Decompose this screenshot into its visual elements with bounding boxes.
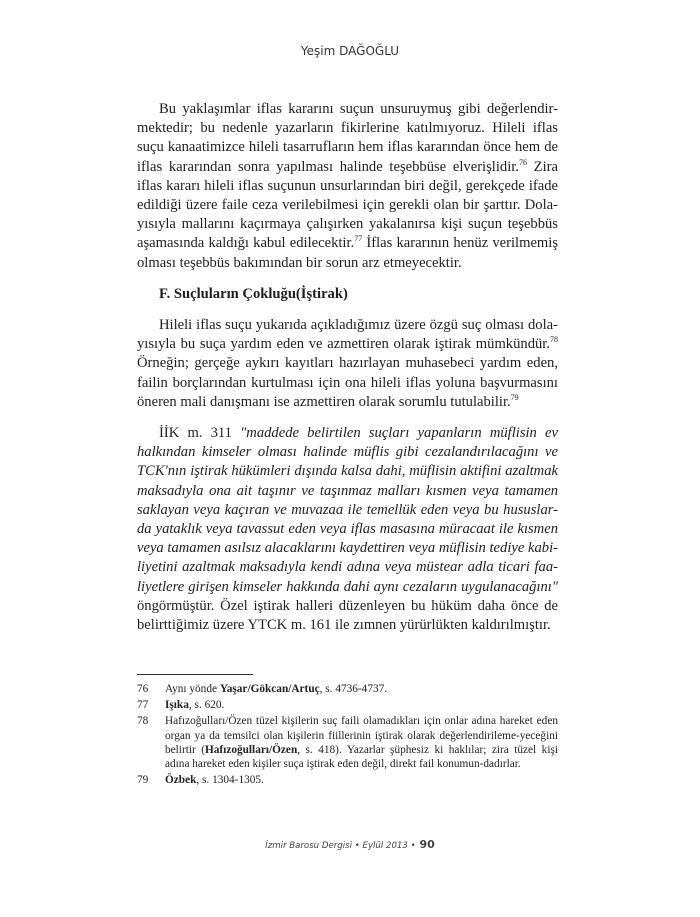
- paragraph-text: Bu yaklaşımlar iflas kararını suçun unsuruymuş gibi değerlendir-mektedir; bu nedenle yazarların fikirlerine katılmıyoruz. Hileli iflas suçu kanaatimizce hileli tasarrufların hem iflas kararından önce hem de iflas kararından sonra yapılması halinde teşebbüse elverişlidir.: [137, 101, 558, 175]
- paragraph-text: İflas kararının henüz verilmemiş olması teşebbüs bakımından bir sorun arz etmeyecektir.: [137, 235, 559, 271]
- footnote-ref-78[interactable]: 78: [550, 335, 558, 345]
- footnote-76: [137, 682, 558, 696]
- footnote-ref-76[interactable]: 76: [518, 157, 527, 167]
- footnote-text: Işıka, s. 620.: [165, 699, 225, 712]
- footnote-separator: [137, 674, 253, 675]
- footnote-78: [137, 714, 558, 771]
- paragraph-text: Örneğin; gerçeğe aykırı kayıtları hazırlayan muhasebeci yardım eden, failin borçlarından kurtulması için ona hileli iflas yoluna başvurmasını öneren mali danışmanı ise azmettiren olarak sorumlu tutulabilir.: [137, 355, 558, 410]
- section-heading: F. Suçluların Çokluğu(İştirak): [159, 285, 348, 302]
- paragraph-2: [137, 316, 558, 412]
- paragraph-text: İİK m. 311: [159, 425, 241, 442]
- footnote-text: Özbek, s. 1304-1305.: [165, 774, 264, 787]
- footnote-77: [137, 698, 558, 712]
- page-number: 90: [415, 838, 435, 851]
- main-text: [137, 100, 558, 647]
- footnote-79: [137, 773, 558, 787]
- running-header: Yeşim DAĞOĞLU: [300, 44, 400, 58]
- paragraph-text: Zira iflas kararı hileli iflas suçunun unsurlarından biri değil, gerekçede ifade edildiği üzere faile ceza verilebilmesi için gerekli olan bir şarttır. Dola-yısıyla mallarını kaçırmaya çalışırken yakalanırsa kişi suçun teşebbüs aşamasında kaldığı kabul edilecektir.: [137, 158, 558, 252]
- journal-name: İzmir Barosu Dergisi • Eylül 2013 •: [265, 841, 416, 851]
- footnote-number: 76: [137, 683, 149, 695]
- statute-quote: "maddede belirtilen suçları yapanların müflisin ev halkından kimseler olması halinde müflis gibi cezalandırılacağını ve TCK'nın iştirak hükümleri dışında kalsa dahi, müflisin aktifini azaltmak maksadıyla ona ait taşınır ve taşınmaz malları kısmen veya tamamen saklayan veya kaçıran ve muvazaa ile temellük eden veya bu hususlar-da yataklık veya tavassut eden veya iflas masasına müracaat ile kısmen veya tamamen asılsız alacaklarını kaydettiren veya müflisin tediye kabi-liyetini azaltmak maksadıyla kendi adına veya müstear adla ticari faa-liyetlere girişen kimseler hakkında dahi aynı cezaların uygulanacağını": [137, 425, 558, 595]
- paragraph-1: [137, 100, 558, 273]
- footnote-number: 77: [137, 699, 149, 712]
- paragraph-3: [137, 424, 558, 635]
- footnote-text: Aynı yönde Yaşar/Gökcan/Artuç, s. 4736-4737.: [165, 683, 388, 695]
- footnotes: [137, 682, 558, 789]
- paragraph-text: Hileli iflas suçu yukarıda açıkladığımız üzere özgü suç olması dola-yısıyla bu suça yardım eden ve azmettiren olarak iştirak mümkündür.: [137, 317, 558, 353]
- paragraph-text: öngörmüştür. Özel iştirak halleri düzenleyen bu hüküm daha önce de belirttiğimiz üzere YTCK m. 161 ile zımnen yürürlükten kaldırılmıştır.: [137, 597, 558, 634]
- footnote-text: Hafızoğulları/Özen tüzel kişilerin suç faili olamadıkları için onlar adına hareket eden organ ya da temsilci olan kişilerin fiillerinin iştirak olarak değerlendirileme-yeceğini belirtir (Hafızoğulları/Özen, s. 418). Yazarlar şüphesiz ki haklılar; zira tüzel kişi adına hareket eden kişiler suça iştirak eden değil, direkt fail konumun-dadırlar.: [165, 715, 558, 771]
- footnote-number: 79: [137, 774, 149, 787]
- footnote-ref-79[interactable]: 79: [510, 392, 519, 402]
- page-footer: [0, 838, 700, 851]
- footnote-number: 78: [137, 715, 149, 728]
- footnote-ref-77[interactable]: 77: [354, 234, 363, 244]
